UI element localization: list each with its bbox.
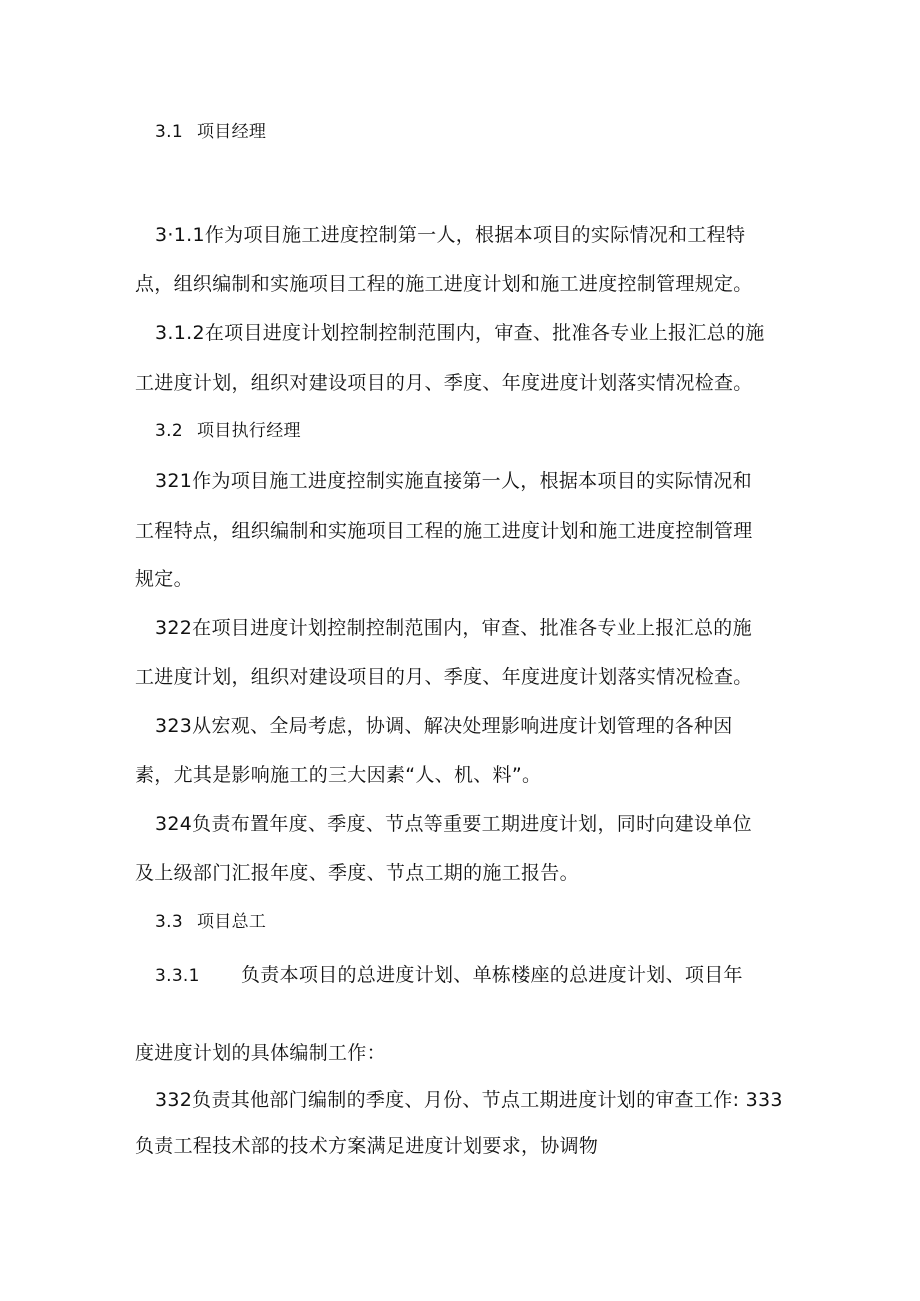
section-title: 项目总工 <box>197 912 267 932</box>
section-heading-3-3 <box>155 909 266 935</box>
section-number: 3.2 <box>155 421 183 441</box>
paragraph-3-2-4-line-2: 及上级部门汇报年度、季度、节点工期的施工报告。 <box>135 862 579 884</box>
paragraph-text: 负责本项目的总进度计划、单栋楼座的总进度计划、项目年 <box>241 964 743 986</box>
paragraph-3-2-3-line-1: 323从宏观、全局考虑，协调、解决处理影响进度计划管理的各种因 <box>155 715 733 737</box>
paragraph-3-1-2-line-2: 工进度计划，组织对建设项目的月、季度、年度进度计划落实情况检查。 <box>135 372 753 394</box>
paragraph-3-1-1-line-1: 3·1.1作为项目施工进度控制第一人，根据本项目的实际情况和工程特 <box>155 224 746 246</box>
section-number: 3.3 <box>155 912 183 932</box>
paragraph-3-2-1-line-1: 321作为项目施工进度控制实施直接第一人，根据本项目的实际情况和 <box>155 470 752 492</box>
section-heading-3-2 <box>155 418 301 444</box>
paragraph-3-1-1-line-2: 点，组织编制和实施项目工程的施工进度计划和施工进度控制管理规定。 <box>135 273 753 295</box>
section-heading-3-1 <box>155 119 266 145</box>
section-title: 项目经理 <box>197 122 267 142</box>
paragraph-3-3-3-line-1: 负责工程技术部的技术方案满足进度计划要求，协调物 <box>135 1135 599 1157</box>
paragraph-3-3-1-line-1 <box>155 962 743 989</box>
paragraph-3-3-1-line-2: 度进度计划的具体编制工作： <box>135 1042 386 1064</box>
paragraph-3-2-1-line-2: 工程特点，组织编制和实施项目工程的施工进度计划和施工进度控制管理 <box>135 520 753 542</box>
paragraph-3-3-2-line-1: 332负责其他部门编制的季度、月份、节点工期进度计划的审查工作: 333 <box>155 1089 783 1111</box>
paragraph-3-2-2-line-2: 工进度计划，组织对建设项目的月、季度、年度进度计划落实情况检查。 <box>135 666 753 688</box>
paragraph-3-2-3-line-2: 素，尤其是影响施工的三大因素“人、机、料”。 <box>135 764 542 786</box>
paragraph-number: 3.3.1 <box>155 966 200 986</box>
paragraph-3-2-4-line-1: 324负责布置年度、季度、节点等重要工期进度计划，同时向建设单位 <box>155 813 752 835</box>
paragraph-3-2-1-line-3: 规定。 <box>135 568 193 590</box>
paragraph-3-2-2-line-1: 322在项目进度计划控制控制范围内，审查、批准各专业上报汇总的施 <box>155 617 752 639</box>
paragraph-3-1-2-line-1: 3.1.2在项目进度计划控制控制范围内，审查、批准各专业上报汇总的施 <box>155 322 765 344</box>
section-number: 3.1 <box>155 122 183 142</box>
section-title: 项目执行经理 <box>197 421 301 441</box>
